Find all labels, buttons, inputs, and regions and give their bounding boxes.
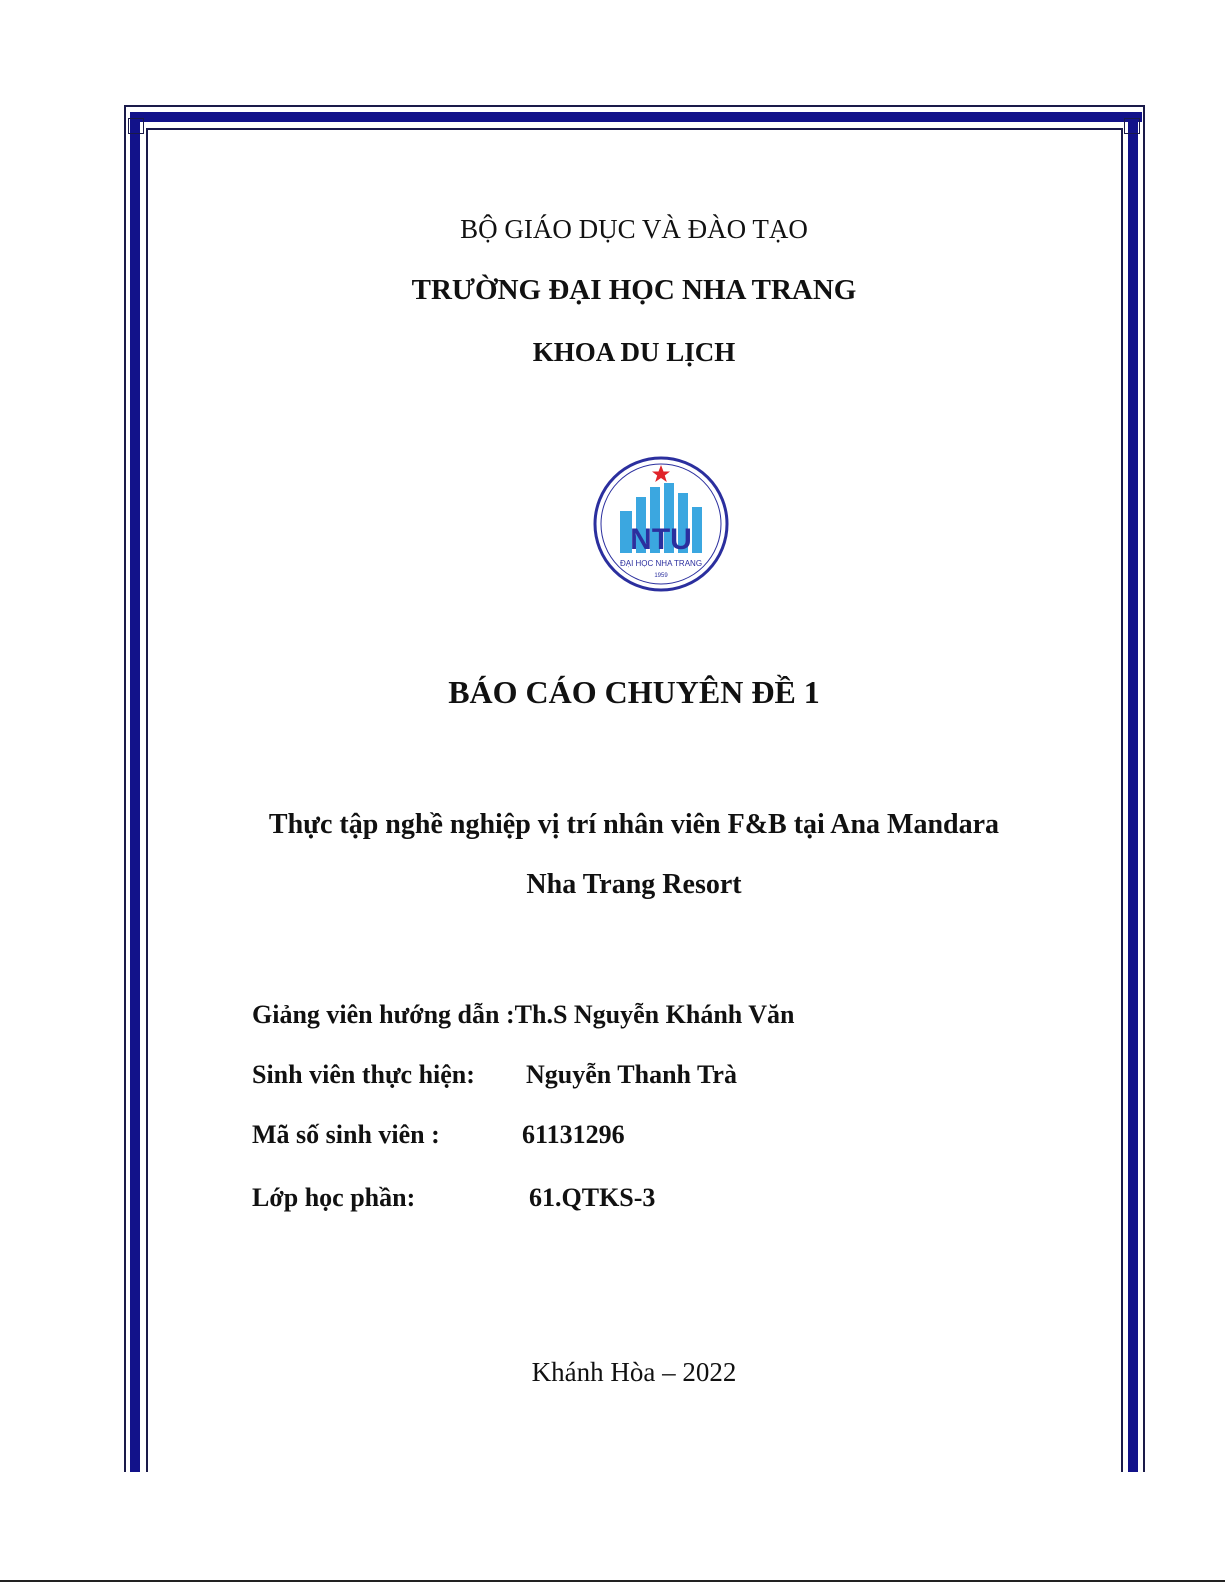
- logo-year: 1959: [654, 573, 668, 579]
- ministry-heading: BỘ GIÁO DỤC VÀ ĐÀO TẠO: [460, 214, 808, 244]
- border-right-bar: [1128, 112, 1138, 1472]
- border-top-inner-line: [146, 128, 1122, 130]
- class-label: Lớp học phần:: [252, 1183, 416, 1212]
- border-left-bar: [130, 112, 140, 1472]
- advisor-value: Th.S Nguyễn Khánh Văn: [514, 1000, 795, 1029]
- page-bottom-rule: [0, 1580, 1225, 1582]
- logo-acronym: NTU: [630, 523, 692, 556]
- border-left-thin-line: [124, 105, 126, 1472]
- border-left-inner-line: [146, 128, 148, 1472]
- border-right-thin-line: [1143, 105, 1145, 1472]
- student-id-value: 61131296: [522, 1120, 625, 1149]
- border-right-inner-line: [1121, 128, 1123, 1472]
- student-value: Nguyễn Thanh Trà: [526, 1060, 737, 1089]
- advisor-label: Giảng viên hướng dẫn :: [252, 1000, 515, 1029]
- border-top-thin-line: [124, 105, 1144, 107]
- corner-ornament-top-right: [1124, 118, 1140, 134]
- report-subject-line-2: Nha Trang Resort: [526, 869, 742, 900]
- class-value: 61.QTKS-3: [529, 1183, 656, 1212]
- logo-ring-text: ĐẠI HỌC NHA TRANG: [619, 559, 703, 568]
- report-subject-line-1: Thực tập nghề nghiệp vị trí nhân viên F&B tại Ana Mandara: [268, 809, 1000, 840]
- corner-ornament-top-left: [128, 118, 144, 134]
- student-label: Sinh viên thực hiện:: [252, 1060, 475, 1089]
- faculty-heading: KHOA DU LỊCH: [532, 337, 736, 367]
- university-heading: TRƯỜNG ĐẠI HỌC NHA TRANG: [411, 274, 857, 306]
- border-top-bar: [130, 112, 1142, 122]
- advisor-row: [252, 1000, 795, 1030]
- ntu-logo: [590, 453, 732, 595]
- ntu-logo-graphic: [590, 453, 732, 595]
- report-title: BÁO CÁO CHUYÊN ĐỀ 1: [448, 674, 820, 710]
- place-and-year: Khánh Hòa – 2022: [531, 1357, 737, 1387]
- student-id-label: Mã số sinh viên :: [252, 1120, 440, 1149]
